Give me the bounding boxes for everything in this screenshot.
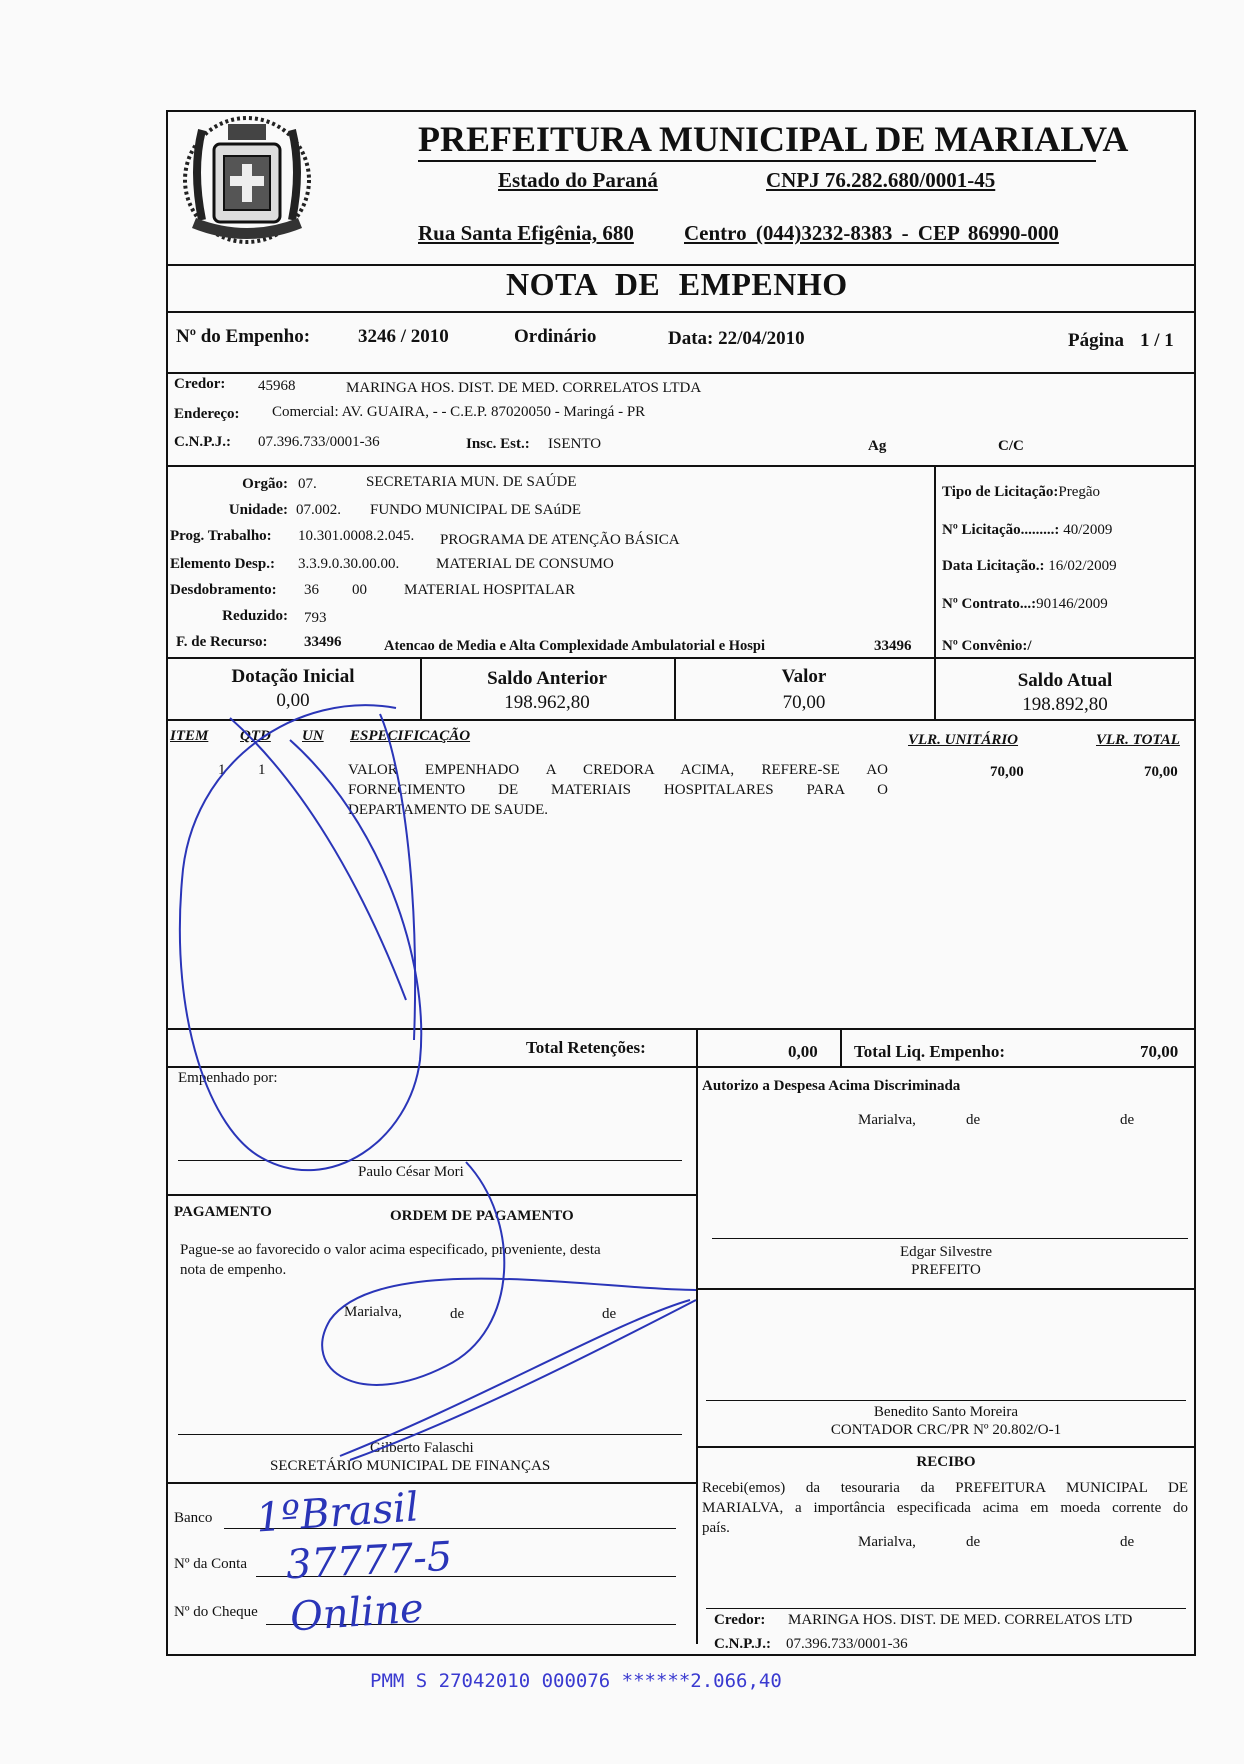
empenhado-por-label: Empenhado por: [178,1070,278,1086]
page-label: Página [1068,330,1124,351]
empenho-number-label: Nº do Empenho: [176,326,311,347]
empenho-number: 3246 / 2010 [358,326,449,347]
contador-name: Benedito Santo Moreira [873,1404,1019,1420]
unidade-code: 07.002. [296,502,341,518]
header-address2: Centro (044)3232-8383 - CEP 86990-000 [684,221,1059,245]
col-un: UN [302,728,324,744]
recurso-code: 33496 [304,634,342,650]
autorizo-marialva: Marialva, [858,1112,916,1128]
autorizo-de-2: de [1120,1112,1135,1128]
desdobramento-label: Desdobramento: [170,582,277,598]
unidade-name: FUNDO MUNICIPAL DE SAúDE [370,502,581,518]
secretario-role: SECRETÁRIO MUNICIPAL DE FINANÇAS [270,1458,551,1474]
ordem-de-1: de [450,1306,465,1322]
desdobramento-code: 36 [304,582,319,598]
credor-cnpj: 07.396.733/0001-36 [258,434,380,450]
row-spec-line-2: FORNECIMENTO DE MATERIAIS HOSPITALARES PARA O [348,782,888,798]
convenio-label: Nº Convênio:/ [942,638,1032,654]
credor-code: 45968 [258,378,296,394]
saldo-atual-value: 198.892,80 [1022,694,1108,715]
autorizo-text: Autorizo a Despesa Acima Discriminada [702,1078,961,1094]
ordem-pagamento-label: ORDEM DE PAGAMENTO [390,1208,574,1224]
desdobramento-name: MATERIAL HOSPITALAR [404,582,576,598]
pague-text-1: Pague-se ao favorecido o valor acima especificado, proveniente, desta [180,1242,601,1258]
empenho-date: Data: 22/04/2010 [668,328,805,349]
row-qtd: 1 [258,762,266,778]
empenhado-name: Paulo César Mori [358,1164,464,1180]
recurso-code-2: 33496 [874,638,912,654]
valor-value: 70,00 [782,692,826,713]
pagamento-label: PAGAMENTO [174,1204,272,1220]
municipal-crest-logo [172,110,322,260]
valor-label: Valor [781,666,827,687]
cc-label: C/C [998,438,1024,454]
licitacao-type-label: Tipo de Licitação:Pregão [942,484,1101,500]
pague-text-2: nota de empenho. [180,1262,287,1278]
secretario-name: Gilberto Falaschi [370,1440,474,1456]
recibo-credor-name: MARINGA HOS. DIST. DE MED. CORRELATOS LTD [788,1612,1133,1628]
credor-insc: ISENTO [548,436,602,452]
contador-role: CONTADOR CRC/PR Nº 20.802/O-1 [830,1422,1062,1438]
prefeito-role: PREFEITO [911,1262,981,1278]
cnpj-label: C.N.P.J.: [174,434,231,450]
autorizo-de-1: de [966,1112,981,1128]
header-state: Estado do Paraná [498,168,658,192]
recibo-cnpj: 07.396.733/0001-36 [786,1636,908,1652]
recibo-cnpj-label: C.N.P.J.: [714,1636,771,1652]
total-retencoes-label: Total Retenções: [526,1038,646,1057]
contrato-number: Nº Contrato...:90146/2009 [942,596,1108,612]
recibo-marialva: Marialva, [858,1534,916,1550]
row-vlr-unitario: 70,00 [990,764,1024,780]
conta-label: Nº da Conta [174,1556,247,1572]
row-vlr-total: 70,00 [1144,764,1178,780]
banco-label: Banco [174,1510,213,1526]
col-qtd: QTD [240,728,271,744]
orgao-code: 07. [298,476,317,492]
protocol-stamp: PMM S 27042010 000076 ******2.066,40 [370,1670,782,1692]
elemento-code: 3.3.9.0.30.00.00. [298,556,400,572]
page-number: 1 / 1 [1140,330,1174,351]
saldo-anterior-value: 198.962,80 [504,692,590,713]
cheque-label: Nº do Cheque [174,1604,258,1620]
prog-label: Prog. Trabalho: [170,528,272,544]
reduzido-value: 793 [304,610,327,626]
ordem-de-2: de [602,1306,617,1322]
header-cnpj: CNPJ 76.282.680/0001-45 [766,168,996,192]
credor-name: MARINGA HOS. DIST. DE MED. CORRELATOS LTDA [346,380,702,396]
row-spec-line-3: DEPARTAMENTO DE SAUDE. [348,802,548,818]
saldo-atual-label: Saldo Atual [1017,670,1113,691]
recibo-de-1: de [966,1534,981,1550]
recurso-label: F. de Recurso: [176,634,268,650]
insc-label: Insc. Est.: [466,436,530,452]
prefeito-name: Edgar Silvestre [899,1244,993,1260]
orgao-name: SECRETARIA MUN. DE SAÚDE [366,474,577,490]
licitacao-date: Data Licitação.: 16/02/2009 [942,558,1117,574]
col-item: ITEM [170,728,209,744]
recibo-credor-label: Credor: [714,1612,766,1628]
saldo-anterior-label: Saldo Anterior [487,668,607,689]
elemento-label: Elemento Desp.: [170,556,275,572]
credor-label: Credor: [174,376,226,392]
prog-code: 10.301.0008.2.045. [298,528,415,544]
unidade-label: Unidade: [228,502,288,518]
total-liquido-label: Total Liq. Empenho: [854,1042,1005,1061]
col-vlr-total: VLR. TOTAL [1096,732,1180,748]
recibo-text-3: país. [702,1520,730,1536]
total-retencoes-value: 0,00 [788,1042,818,1061]
row-spec-line-1: VALOR EMPENHADO A CREDORA ACIMA, REFERE-SE AO [348,762,888,778]
recibo-de-2: de [1120,1534,1135,1550]
recurso-name: Atencao de Media e Alta Complexidade Ambulatorial e Hospi [384,638,766,654]
header-address: Rua Santa Efigênia, 680 [418,221,634,245]
document-title: NOTA DE EMPENHO [506,266,848,302]
recibo-title: RECIBO [916,1454,976,1470]
prog-name: PROGRAMA DE ATENÇÃO BÁSICA [440,532,680,548]
reduzido-label: Reduzido: [222,608,288,624]
orgao-label: Orgão: [242,476,288,492]
elemento-name: MATERIAL DE CONSUMO [436,556,614,572]
handwritten-banco: 1ºBrasil [254,1484,421,1542]
header-title: PREFEITURA MUNICIPAL DE MARIALVA [418,119,1129,159]
handwritten-cheque: Online [288,1585,426,1641]
desdobramento-sub: 00 [352,582,367,598]
empenho-type: Ordinário [514,326,597,347]
ordem-marialva: Marialva, [344,1304,402,1320]
licitacao-number: Nº Licitação.........: 40/2009 [942,522,1113,538]
recibo-text-1: Recebi(emos) da tesouraria da PREFEITURA MUNICIPAL DE [702,1480,1188,1496]
ag-label: Ag [868,438,887,454]
col-especificacao: ESPECIFICAÇÃO [350,728,471,744]
row-item: 1 [218,762,226,778]
address-label: Endereço: [174,406,240,422]
col-vlr-unitario: VLR. UNITÁRIO [908,732,1019,748]
credor-address: Comercial: AV. GUAIRA, - - C.E.P. 87020050 - Maringá - PR [272,404,646,420]
total-liquido-value: 70,00 [1140,1042,1179,1061]
dotacao-value: 0,00 [276,690,310,711]
dotacao-label: Dotação Inicial [231,666,355,687]
handwritten-conta: 37777-5 [284,1533,454,1589]
recibo-text-2: MARIALVA, a importância especificada acima em moeda corrente do [702,1500,1188,1516]
